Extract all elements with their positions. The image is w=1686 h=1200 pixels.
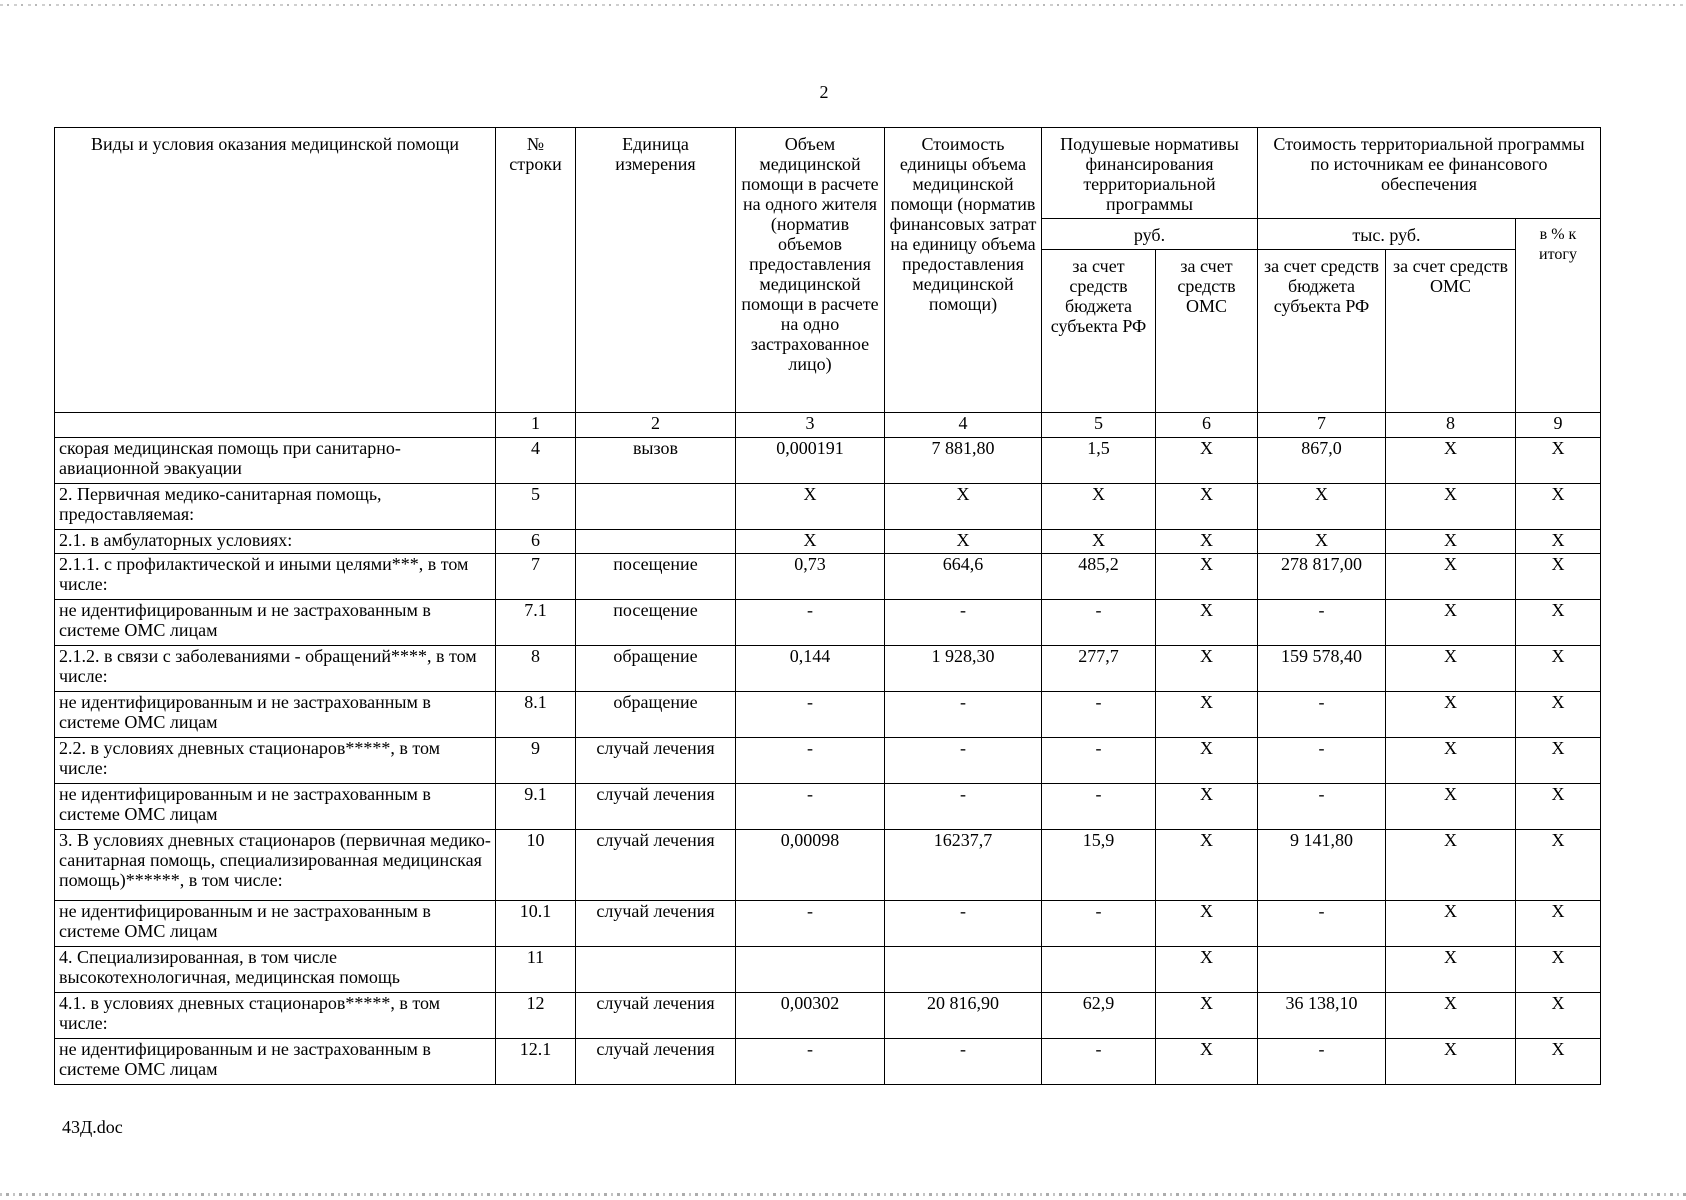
- table-header: [55, 128, 1601, 438]
- table-row: [55, 600, 1601, 646]
- table-cell: X: [1386, 993, 1516, 1039]
- column-number-cell: [55, 413, 496, 438]
- financing-table: [54, 127, 1601, 1085]
- header-volume: Объем медицинской помощи в расчете на одного жителя (норматив объемов предоставления медицинской помощи в расчете на одно застрахованное лицо): [736, 128, 885, 413]
- table-cell: 1 928,30: [885, 646, 1042, 692]
- table-cell: -: [1042, 1039, 1156, 1085]
- table-cell: X: [736, 484, 885, 530]
- table-cell: 12: [496, 993, 576, 1039]
- row-label-cell: 2.1. в амбулаторных условиях:: [55, 530, 496, 554]
- table-cell: случай лечения: [576, 738, 736, 784]
- table-cell: X: [1386, 830, 1516, 901]
- row-label-cell: 4.1. в условиях дневных стационаров*****, в том числе:: [55, 993, 496, 1039]
- table-cell: -: [1258, 692, 1386, 738]
- table-cell: 0,73: [736, 554, 885, 600]
- table-cell: 11: [496, 947, 576, 993]
- table-row: [55, 738, 1601, 784]
- column-number-cell: 4: [885, 413, 1042, 438]
- table-cell: X: [1156, 784, 1258, 830]
- table-row: [55, 554, 1601, 600]
- table-cell: 0,144: [736, 646, 885, 692]
- table-cell: обращение: [576, 646, 736, 692]
- header-program-cost-group: Стоимость территориальной программы по источникам ее финансового обеспечения: [1258, 128, 1601, 219]
- table-cell: 278 817,00: [1258, 554, 1386, 600]
- header-unit-cost: Стоимость единицы объема медицинской помощи (норматив финансовых затрат на единицу объема предоставления медицинской помощи): [885, 128, 1042, 413]
- table-cell: [1258, 947, 1386, 993]
- table-cell: X: [1516, 692, 1601, 738]
- scan-edge-top: [0, 4, 1686, 6]
- table-cell: 10.1: [496, 901, 576, 947]
- table-cell: 8.1: [496, 692, 576, 738]
- column-number-cell: 7: [1258, 413, 1386, 438]
- table-row: [55, 530, 1601, 554]
- table-cell: X: [1516, 484, 1601, 530]
- table-cell: [576, 484, 736, 530]
- table-cell: 4: [496, 438, 576, 484]
- table-cell: 9.1: [496, 784, 576, 830]
- table-row: [55, 484, 1601, 530]
- table-cell: [1042, 947, 1156, 993]
- table-row: [55, 784, 1601, 830]
- table-cell: -: [885, 600, 1042, 646]
- table-cell: вызов: [576, 438, 736, 484]
- table-cell: X: [1156, 530, 1258, 554]
- table-cell: -: [885, 692, 1042, 738]
- table-cell: 277,7: [1042, 646, 1156, 692]
- table-cell: [576, 947, 736, 993]
- column-number-cell: 1: [496, 413, 576, 438]
- column-number-cell: 8: [1386, 413, 1516, 438]
- table-cell: -: [1258, 600, 1386, 646]
- table-cell: 8: [496, 646, 576, 692]
- table-cell: обращение: [576, 692, 736, 738]
- table-cell: посещение: [576, 600, 736, 646]
- table-cell: X: [1258, 530, 1386, 554]
- table-cell: 10: [496, 830, 576, 901]
- table-cell: 0,00098: [736, 830, 885, 901]
- table-cell: -: [1042, 600, 1156, 646]
- header-budget-rf-thousand: за счет средств бюджета субъекта РФ: [1258, 250, 1386, 413]
- table-cell: -: [1258, 738, 1386, 784]
- table-cell: X: [1516, 438, 1601, 484]
- header-oms-thousand: за счет средств ОМС: [1386, 250, 1516, 413]
- table-cell: X: [1516, 947, 1601, 993]
- page-number: 2: [819, 82, 829, 102]
- table-cell: X: [1516, 901, 1601, 947]
- table-cell: X: [1156, 646, 1258, 692]
- table-cell: X: [1516, 646, 1601, 692]
- table-cell: -: [1258, 1039, 1386, 1085]
- table-cell: 12.1: [496, 1039, 576, 1085]
- row-label-cell: 3. В условиях дневных стационаров (первичная медико-санитарная помощь, специализированная медицинская помощь)******, в том числе:: [55, 830, 496, 901]
- row-label-cell: 2.1.1. с профилактической и иными целями***, в том числе:: [55, 554, 496, 600]
- table-cell: [736, 947, 885, 993]
- table-cell: X: [1156, 484, 1258, 530]
- table-cell: X: [1386, 484, 1516, 530]
- table-cell: X: [1156, 830, 1258, 901]
- table-body: [55, 438, 1601, 1085]
- table-cell: -: [1258, 784, 1386, 830]
- table-cell: -: [1042, 692, 1156, 738]
- table-cell: X: [1156, 738, 1258, 784]
- table-cell: -: [736, 1039, 885, 1085]
- header-thousand-rub: тыс. руб.: [1258, 219, 1516, 250]
- table-cell: X: [1386, 738, 1516, 784]
- table-row: [55, 692, 1601, 738]
- table-cell: X: [1156, 993, 1258, 1039]
- table-cell: X: [1386, 554, 1516, 600]
- table-row: [55, 646, 1601, 692]
- row-label-cell: 2.1.2. в связи с заболеваниями - обращений****, в том числе:: [55, 646, 496, 692]
- table-cell: X: [1042, 484, 1156, 530]
- row-label-cell: не идентифицированным и не застрахованным в системе ОМС лицам: [55, 1039, 496, 1085]
- scan-edge-bottom: [0, 1193, 1686, 1196]
- table-row: [55, 830, 1601, 901]
- table-cell: X: [1258, 484, 1386, 530]
- table-cell: случай лечения: [576, 993, 736, 1039]
- table-cell: X: [1516, 993, 1601, 1039]
- table-cell: 485,2: [1042, 554, 1156, 600]
- table-cell: X: [885, 484, 1042, 530]
- table-cell: 1,5: [1042, 438, 1156, 484]
- table-cell: X: [1156, 901, 1258, 947]
- table-row: [55, 438, 1601, 484]
- table-cell: X: [1156, 438, 1258, 484]
- header-row-number: № строки: [496, 128, 576, 413]
- header-percent-total: в % к итогу: [1516, 219, 1601, 413]
- table-cell: 5: [496, 484, 576, 530]
- table-cell: X: [1156, 1039, 1258, 1085]
- table-cell: X: [1386, 947, 1516, 993]
- table-cell: X: [1386, 692, 1516, 738]
- header-per-capita-group: Подушевые нормативы финансирования территориальной программы: [1042, 128, 1258, 219]
- table-cell: -: [1042, 784, 1156, 830]
- column-number-cell: 2: [576, 413, 736, 438]
- table-cell: -: [1042, 901, 1156, 947]
- table-cell: X: [736, 530, 885, 554]
- table-cell: посещение: [576, 554, 736, 600]
- table-cell: 36 138,10: [1258, 993, 1386, 1039]
- table-cell: случай лечения: [576, 830, 736, 901]
- table-cell: -: [736, 600, 885, 646]
- table-cell: 16237,7: [885, 830, 1042, 901]
- table-cell: X: [1386, 784, 1516, 830]
- table-cell: X: [1386, 530, 1516, 554]
- table-row: [55, 901, 1601, 947]
- table-cell: X: [1516, 784, 1601, 830]
- table-cell: X: [1516, 1039, 1601, 1085]
- table-cell: -: [1042, 738, 1156, 784]
- table-cell: -: [885, 784, 1042, 830]
- table-cell: -: [736, 784, 885, 830]
- table-cell: [576, 530, 736, 554]
- table-cell: случай лечения: [576, 901, 736, 947]
- row-label-cell: 4. Специализированная, в том числе высокотехнологичная, медицинская помощь: [55, 947, 496, 993]
- row-label-cell: скорая медицинская помощь при санитарно-авиационной эвакуации: [55, 438, 496, 484]
- table-row: [55, 1039, 1601, 1085]
- table-cell: 7 881,80: [885, 438, 1042, 484]
- table-cell: 867,0: [1258, 438, 1386, 484]
- table-cell: X: [1516, 600, 1601, 646]
- table-cell: 0,00302: [736, 993, 885, 1039]
- table-cell: -: [885, 901, 1042, 947]
- column-number-cell: 9: [1516, 413, 1601, 438]
- column-number-cell: 5: [1042, 413, 1156, 438]
- row-label-cell: не идентифицированным и не застрахованным в системе ОМС лицам: [55, 784, 496, 830]
- row-label-cell: не идентифицированным и не застрахованным в системе ОМС лицам: [55, 692, 496, 738]
- table-cell: 9 141,80: [1258, 830, 1386, 901]
- table-cell: X: [1516, 830, 1601, 901]
- table-cell: X: [1516, 530, 1601, 554]
- table-cell: X: [1042, 530, 1156, 554]
- table-cell: 9: [496, 738, 576, 784]
- row-label-cell: 2.2. в условиях дневных стационаров*****, в том числе:: [55, 738, 496, 784]
- table-cell: -: [736, 738, 885, 784]
- table-cell: X: [1156, 692, 1258, 738]
- table-cell: X: [1386, 600, 1516, 646]
- table-cell: случай лечения: [576, 1039, 736, 1085]
- table-cell: X: [1386, 901, 1516, 947]
- table-cell: X: [1156, 947, 1258, 993]
- table-cell: X: [1386, 438, 1516, 484]
- table-cell: X: [1156, 554, 1258, 600]
- table-cell: X: [1386, 646, 1516, 692]
- table-cell: X: [1156, 600, 1258, 646]
- table-cell: X: [1386, 1039, 1516, 1085]
- row-label-cell: не идентифицированным и не застрахованным в системе ОМС лицам: [55, 901, 496, 947]
- table-cell: -: [736, 692, 885, 738]
- header-budget-rf: за счет средств бюджета субъекта РФ: [1042, 250, 1156, 413]
- row-label-cell: не идентифицированным и не застрахованным в системе ОМС лицам: [55, 600, 496, 646]
- table-cell: [885, 947, 1042, 993]
- table-cell: -: [736, 901, 885, 947]
- table-cell: 7.1: [496, 600, 576, 646]
- table-cell: 664,6: [885, 554, 1042, 600]
- table-cell: 159 578,40: [1258, 646, 1386, 692]
- header-unit: Единица измерения: [576, 128, 736, 413]
- column-number-row: [55, 413, 1601, 438]
- header-types: Виды и условия оказания медицинской помощи: [55, 128, 496, 413]
- table-cell: 20 816,90: [885, 993, 1042, 1039]
- column-number-cell: 3: [736, 413, 885, 438]
- footer-filename: 43Д.doc: [62, 1117, 123, 1137]
- table-cell: случай лечения: [576, 784, 736, 830]
- table-cell: 6: [496, 530, 576, 554]
- row-label-cell: 2. Первичная медико-санитарная помощь, предоставляемая:: [55, 484, 496, 530]
- table-cell: 7: [496, 554, 576, 600]
- table-cell: X: [1516, 554, 1601, 600]
- table-cell: X: [885, 530, 1042, 554]
- header-oms: за счет средств ОМС: [1156, 250, 1258, 413]
- table-cell: X: [1516, 738, 1601, 784]
- header-rub: руб.: [1042, 219, 1258, 250]
- table-cell: 62,9: [1042, 993, 1156, 1039]
- table-cell: -: [885, 738, 1042, 784]
- table-row: [55, 947, 1601, 993]
- table-row: [55, 993, 1601, 1039]
- table-cell: 0,000191: [736, 438, 885, 484]
- table-cell: -: [885, 1039, 1042, 1085]
- table-cell: 15,9: [1042, 830, 1156, 901]
- column-number-cell: 6: [1156, 413, 1258, 438]
- table-cell: -: [1258, 901, 1386, 947]
